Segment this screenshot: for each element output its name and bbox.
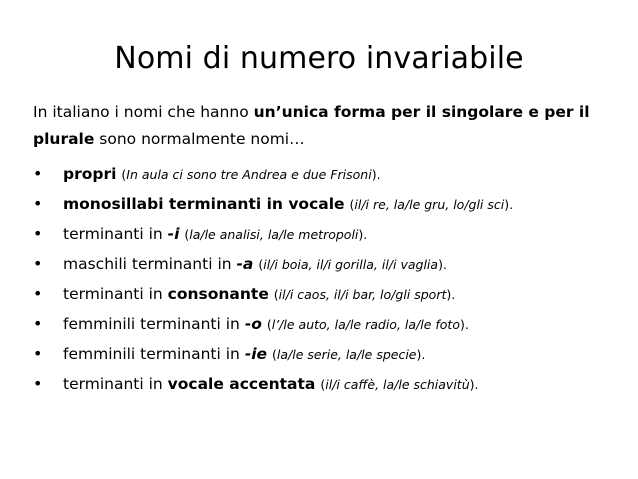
item-suffix: -ie [244, 345, 268, 363]
item-paren-close: ). [504, 197, 514, 212]
item-paren-open: ( [266, 317, 272, 332]
item-paren-open: ( [258, 257, 264, 272]
item-suffix: -a [236, 255, 254, 273]
item-bold: consonante [167, 285, 269, 303]
item-text: terminanti in [63, 375, 168, 393]
item-example: il/i caffè, la/le schiavitù [325, 377, 470, 392]
list-item [33, 369, 628, 399]
list-item [33, 249, 628, 279]
item-suffix: -o [244, 315, 262, 333]
item-paren-close: ). [416, 347, 426, 362]
intro-bold-phrase: un’unica forma per il singolare e per il plurale [33, 103, 590, 148]
list-item [33, 309, 628, 339]
item-paren-close: ). [438, 257, 447, 272]
noun-category-list [33, 159, 628, 399]
item-example: il/i re, la/le gru, lo/gli sci [354, 197, 505, 212]
item-paren-close: ). [358, 227, 368, 242]
item-paren-open: ( [121, 167, 127, 182]
item-example: la/le analisi, la/le metropoli [189, 227, 359, 242]
bullet-icon: • [33, 224, 43, 243]
bullet-icon: • [33, 314, 43, 333]
bullet-icon: • [33, 254, 43, 273]
item-example: la/le serie, la/le specie [276, 347, 417, 362]
intro-text-end: sono normalmente nomi… [94, 130, 305, 148]
item-paren-open: ( [320, 377, 326, 392]
item-paren-close: ). [469, 377, 479, 392]
bullet-icon: • [33, 374, 43, 393]
item-text: femminili terminanti in [63, 315, 245, 333]
slide-title: Nomi di numero invariabile [114, 41, 524, 76]
item-paren-close: ). [446, 287, 456, 302]
item-text: femminili terminanti in [63, 345, 245, 363]
intro-paragraph [33, 99, 623, 153]
item-example: il/i caos, il/i bar, lo/gli sport [278, 287, 447, 302]
bullet-icon: • [33, 344, 43, 363]
list-item [33, 339, 628, 369]
item-text: terminanti in [63, 285, 168, 303]
item-example: il/i boia, il/i gorilla, il/i vaglia [263, 257, 439, 272]
item-bold: propri [63, 165, 117, 183]
item-paren-open: ( [272, 347, 277, 362]
list-item [33, 159, 628, 189]
item-text: maschili terminanti in [63, 255, 237, 273]
item-example: In aula ci sono tre Andrea e due Frisoni [126, 167, 372, 182]
item-text: terminanti in [63, 225, 168, 243]
item-example: l’/le auto, la/le radio, la/le foto [271, 317, 460, 332]
item-bold: monosillabi terminanti in vocale [63, 195, 345, 213]
item-paren-close: ). [459, 317, 469, 332]
list-item [33, 279, 628, 309]
item-paren-close: ). [371, 167, 381, 182]
bullet-icon: • [33, 284, 43, 303]
item-suffix: -i [167, 225, 180, 243]
item-paren-open: ( [184, 227, 190, 242]
item-paren-open: ( [349, 197, 355, 212]
list-item [33, 189, 628, 219]
item-bold: vocale accentata [167, 375, 316, 393]
bullet-icon: • [33, 164, 43, 183]
item-paren-open: ( [273, 287, 279, 302]
bullet-icon: • [33, 194, 43, 213]
intro-text-start: In italiano i nomi che hanno [33, 103, 254, 121]
list-item [33, 219, 628, 249]
